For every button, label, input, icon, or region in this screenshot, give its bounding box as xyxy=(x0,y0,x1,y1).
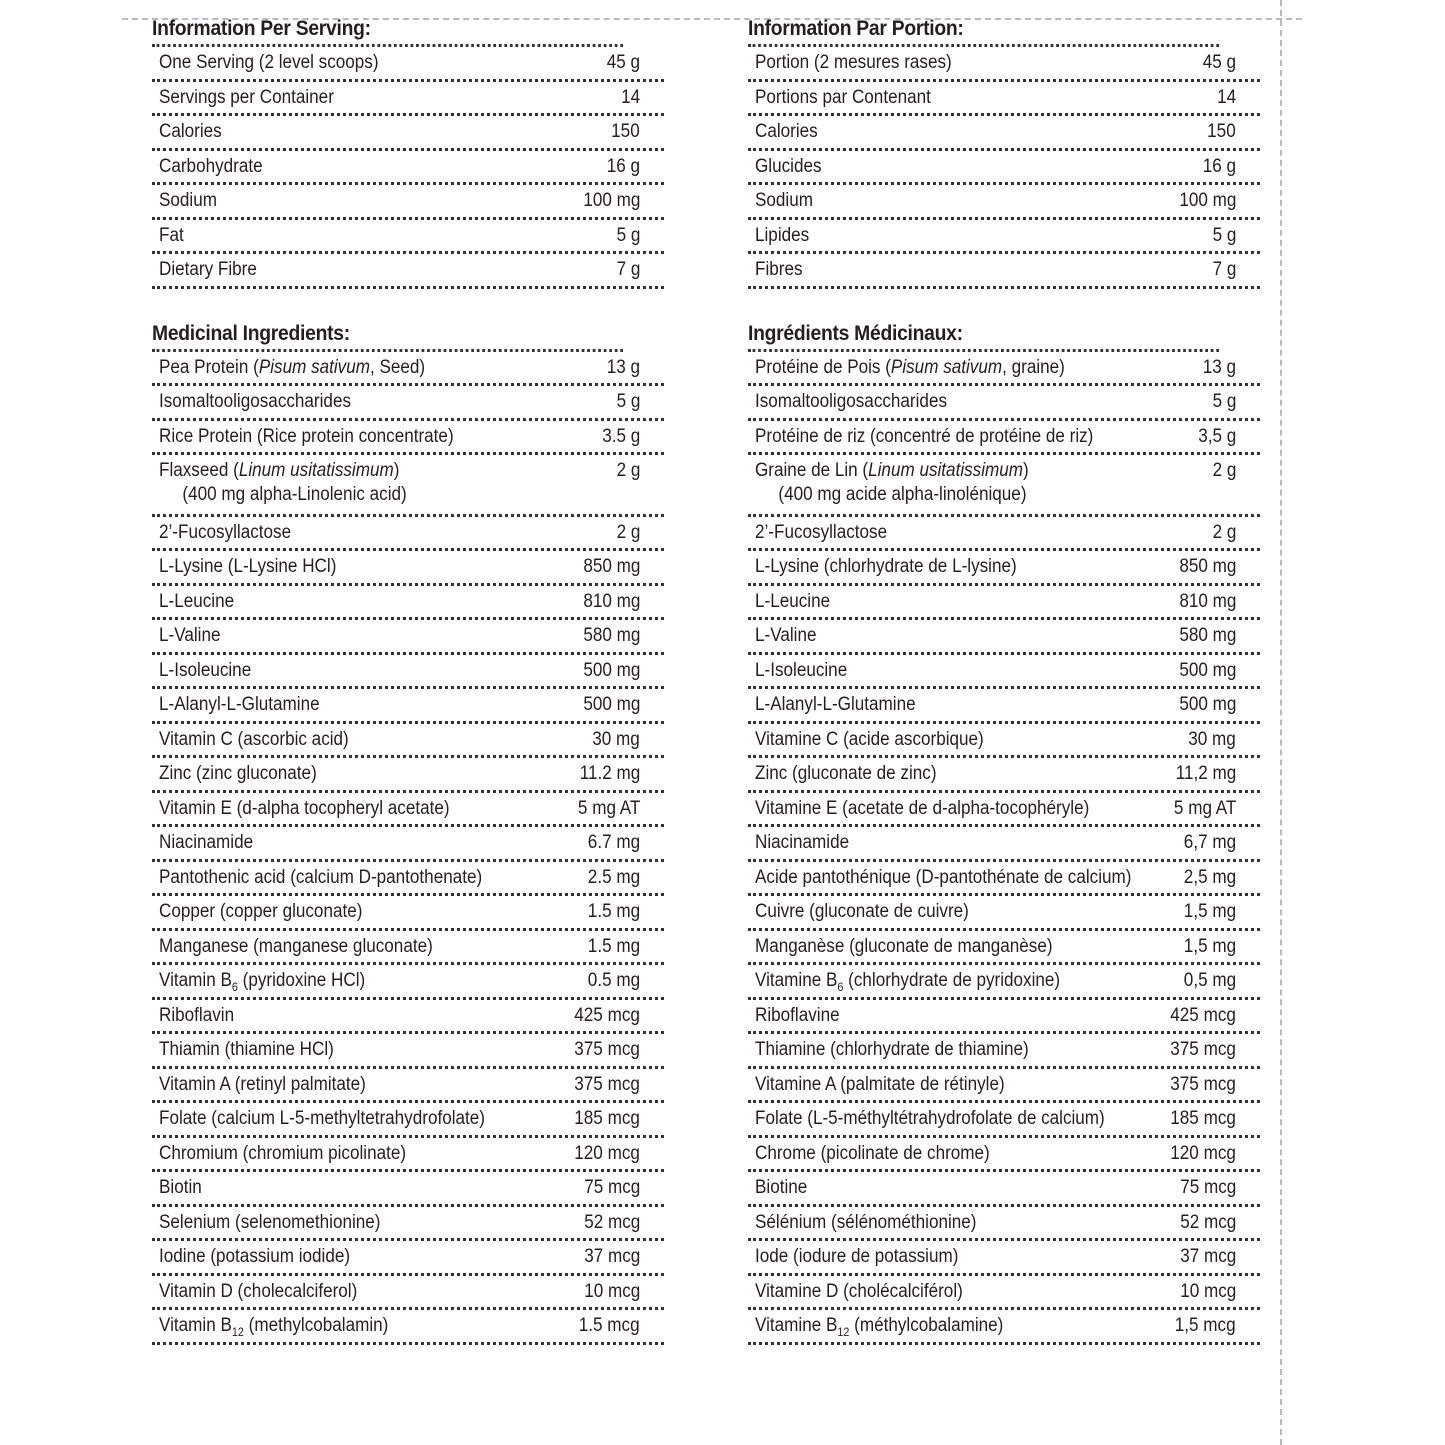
table-row xyxy=(152,1034,664,1069)
table-row xyxy=(152,352,664,387)
table-row xyxy=(748,517,1260,552)
ingredient-amount: 500 mg xyxy=(582,694,640,715)
ingredient-amount: 52 mcg xyxy=(1179,1211,1236,1233)
ingredient-name: L-Valine xyxy=(755,625,817,646)
ingredient-amount: 11.2 mg xyxy=(579,763,640,784)
name-text: Flaxseed ( xyxy=(159,460,239,481)
ingredient-name: Sodium xyxy=(755,190,813,211)
ingredient-amount: 7 g xyxy=(1212,259,1236,280)
ingredient-amount: 10 mcg xyxy=(583,1280,640,1302)
table-row xyxy=(748,655,1260,690)
ingredient-name: Vitamin E (d-alpha tocopheryl acetate) xyxy=(159,797,450,819)
name-text: (méthylcobalamine) xyxy=(849,1315,1004,1336)
ingredient-name: Servings per Container xyxy=(159,86,334,108)
ingredient-amount: 580 mg xyxy=(1178,625,1236,646)
latin-name: Pisum sativum xyxy=(890,356,1003,378)
ingredient-name: Niacinamide xyxy=(755,832,850,853)
ingredient-name: Dietary Fibre xyxy=(159,259,257,280)
table-row xyxy=(748,758,1260,793)
table-row xyxy=(748,1241,1260,1276)
table-row xyxy=(152,47,664,82)
table-row xyxy=(152,82,664,117)
table-row xyxy=(152,965,664,1000)
name-text: (methylcobalamin) xyxy=(243,1315,389,1336)
ingredient-amount: 2.5 mg xyxy=(587,866,640,888)
ingredient-amount: 6.7 mg xyxy=(587,832,640,853)
name-text: Vitamin B xyxy=(159,970,232,991)
ingredient-amount: 120 mcg xyxy=(1170,1142,1236,1164)
ingredient-amount: 45 g xyxy=(606,52,640,73)
table-row xyxy=(152,455,664,517)
ingredient-amount: 100 mg xyxy=(582,190,640,211)
ingredient-name: Zinc (zinc gluconate) xyxy=(159,763,317,784)
table-row xyxy=(152,1310,664,1345)
table-row xyxy=(748,586,1260,621)
ingredient-amount: 0.5 mg xyxy=(587,970,640,991)
ingredient-name: L-Valine xyxy=(159,625,221,646)
table-row xyxy=(152,931,664,966)
table-row xyxy=(748,82,1260,117)
table-row xyxy=(152,220,664,255)
name-text: , graine) xyxy=(1002,356,1065,378)
table-row xyxy=(748,47,1260,82)
table-row xyxy=(748,1103,1260,1138)
ingredient-note: (400 mg acide alpha-linolénique) xyxy=(778,484,1027,505)
ingredient-amount: 2 g xyxy=(616,460,640,481)
ingredient-amount: 7 g xyxy=(616,259,640,280)
ingredient-amount: 500 mg xyxy=(1178,694,1236,715)
serving-info-table xyxy=(152,47,664,289)
ingredient-name: Glucides xyxy=(755,155,822,177)
table-row xyxy=(748,1207,1260,1242)
ingredient-amount: 13 g xyxy=(606,356,640,378)
ingredient-name: Sodium xyxy=(159,190,217,211)
ingredient-name: Riboflavin xyxy=(159,1004,235,1026)
table-row xyxy=(748,1310,1260,1345)
ingredient-amount: 10 mcg xyxy=(1179,1280,1236,1302)
name-text: ) xyxy=(1023,460,1029,481)
ingredient-note: (400 mg alpha-Linolenic acid) xyxy=(182,484,407,505)
table-row xyxy=(152,689,664,724)
ingredient-name: Zinc (gluconate de zinc) xyxy=(755,763,937,784)
table-row xyxy=(152,1103,664,1138)
table-row xyxy=(152,151,664,186)
table-row xyxy=(748,185,1260,220)
name-text: , Seed) xyxy=(369,356,426,378)
ingredient-amount: 30 mg xyxy=(1188,728,1236,750)
ingredient-amount: 850 mg xyxy=(582,556,640,577)
table-row xyxy=(748,352,1260,387)
table-row xyxy=(748,1069,1260,1104)
ingredient-amount: 150 xyxy=(1207,121,1236,142)
ingredient-name: Iode (iodure de potassium) xyxy=(755,1246,959,1267)
ingredient-name: Chromium (chromium picolinate) xyxy=(159,1142,407,1164)
ingredient-amount: 37 mcg xyxy=(1179,1246,1236,1267)
table-row xyxy=(748,1276,1260,1311)
subscript: 6 xyxy=(231,979,238,994)
table-row xyxy=(152,421,664,456)
ingredient-amount: 14 xyxy=(1216,86,1236,108)
table-row xyxy=(748,116,1260,151)
ingredient-amount: 2 g xyxy=(1212,460,1236,481)
table-row xyxy=(748,1034,1260,1069)
ingredient-amount: 0,5 mg xyxy=(1183,970,1236,991)
table-row xyxy=(152,185,664,220)
ingredient-name xyxy=(159,459,407,507)
ingredient-name: Folate (L-5-méthyltétrahydrofolate de calcium) xyxy=(755,1108,1105,1129)
name-text: (chlorhydrate de pyridoxine) xyxy=(843,970,1061,991)
ingredient-name: Cuivre (gluconate de cuivre) xyxy=(755,901,969,922)
table-row xyxy=(152,254,664,289)
medicinal-ingredients-title: Medicinal Ingredients: xyxy=(152,319,623,352)
serving-info-title: Information Per Serving: xyxy=(152,14,623,47)
ingredient-amount: 1,5 mg xyxy=(1183,901,1236,922)
table-row xyxy=(152,862,664,897)
ingredient-name: Pantothenic acid (calcium D-pantothenate) xyxy=(159,866,483,888)
ingredient-name: Biotin xyxy=(159,1177,202,1198)
ingredient-name xyxy=(755,356,1065,380)
ingredient-name: Carbohydrate xyxy=(159,155,263,177)
table-row xyxy=(748,151,1260,186)
ingredient-name: Vitamine A (palmitate de rétinyle) xyxy=(755,1073,1005,1095)
ingredient-amount: 580 mg xyxy=(582,625,640,646)
ingredient-name: Calories xyxy=(755,121,818,142)
table-row xyxy=(152,1276,664,1311)
ingredient-name: 2’-Fucosyllactose xyxy=(755,521,888,543)
ingredient-name: Isomaltooligosaccharides xyxy=(159,391,352,412)
ingredient-amount: 75 mcg xyxy=(583,1177,640,1198)
ingredient-name: L-Lysine (chlorhydrate de L-lysine) xyxy=(755,556,1017,577)
ingredient-amount: 1.5 mg xyxy=(587,935,640,957)
ingredient-amount: 850 mg xyxy=(1178,556,1236,577)
table-row xyxy=(152,517,664,552)
ingredient-name: Thiamine (chlorhydrate de thiamine) xyxy=(755,1039,1029,1060)
subscript: 12 xyxy=(231,1324,244,1339)
ingredient-amount: 375 mcg xyxy=(1170,1073,1236,1095)
name-text: Pea Protein ( xyxy=(159,356,259,378)
ingredient-amount: 1,5 mcg xyxy=(1175,1315,1236,1336)
table-row xyxy=(748,689,1260,724)
ingredient-amount: 1.5 mg xyxy=(587,901,640,922)
table-row xyxy=(748,1138,1260,1173)
ingredient-name xyxy=(159,1314,388,1344)
name-text: Vitamin B xyxy=(159,1315,232,1336)
table-row xyxy=(748,793,1260,828)
ingredient-name: Thiamin (thiamine HCl) xyxy=(159,1039,334,1060)
ingredient-name xyxy=(755,459,1029,507)
ingredient-name: Iodine (potassium iodide) xyxy=(159,1246,351,1267)
table-row xyxy=(152,758,664,793)
ingredient-amount: 11,2 mg xyxy=(1175,763,1236,784)
ingredient-amount: 5 mg AT xyxy=(1173,797,1236,819)
table-row xyxy=(748,896,1260,931)
ingredient-name xyxy=(159,356,425,380)
ingredient-name: Vitamine E (acetate de d-alpha-tocophéryle) xyxy=(755,797,1090,819)
ingredient-amount: 16 g xyxy=(1202,155,1236,177)
table-row xyxy=(748,386,1260,421)
ingredient-name: 2’-Fucosyllactose xyxy=(159,521,292,543)
ingredient-amount: 375 mcg xyxy=(1170,1039,1236,1060)
ingredient-amount: 2 g xyxy=(616,521,640,543)
ingredient-amount: 5 mg AT xyxy=(577,797,640,819)
table-row xyxy=(748,421,1260,456)
ingredient-amount: 37 mcg xyxy=(583,1246,640,1267)
ingredient-name: Fibres xyxy=(755,259,803,280)
ingredient-amount: 5 g xyxy=(1212,391,1236,412)
ingredient-name: Vitamine C (acide ascorbique) xyxy=(755,728,984,750)
ingredient-amount: 185 mcg xyxy=(1170,1108,1236,1129)
table-row xyxy=(152,655,664,690)
ingredient-amount: 150 xyxy=(611,121,640,142)
table-row xyxy=(152,724,664,759)
ingredient-amount: 375 mcg xyxy=(574,1039,640,1060)
ingredient-amount: 3.5 g xyxy=(601,425,640,447)
subscript: 12 xyxy=(837,1324,850,1339)
table-row xyxy=(748,220,1260,255)
ingredient-amount: 1,5 mg xyxy=(1183,935,1236,957)
ingredient-name: Lipides xyxy=(755,224,810,246)
french-column xyxy=(748,14,1260,1345)
table-row xyxy=(152,1138,664,1173)
table-row xyxy=(152,827,664,862)
ingredient-amount: 425 mcg xyxy=(1170,1004,1236,1026)
table-row xyxy=(748,620,1260,655)
table-row xyxy=(748,862,1260,897)
table-row xyxy=(152,620,664,655)
ingredient-name: L-Alanyl-L-Glutamine xyxy=(755,694,916,715)
ingredient-amount: 16 g xyxy=(606,155,640,177)
ingredient-name: L-Lysine (L-Lysine HCl) xyxy=(159,556,337,577)
table-row xyxy=(152,551,664,586)
ingredient-amount: 500 mg xyxy=(1178,659,1236,681)
ingredient-amount: 45 g xyxy=(1202,52,1236,73)
ingredient-name: Biotine xyxy=(755,1177,808,1198)
ingredient-amount: 30 mg xyxy=(592,728,640,750)
ingredient-name: L-Isoleucine xyxy=(159,659,252,681)
ingredient-name: Riboflavine xyxy=(755,1004,840,1026)
ingredient-amount: 5 g xyxy=(616,391,640,412)
table-row xyxy=(152,386,664,421)
ingredient-name: Isomaltooligosaccharides xyxy=(755,391,948,412)
table-row xyxy=(748,551,1260,586)
ingredient-name: Copper (copper gluconate) xyxy=(159,901,363,922)
serving-info-title: Information Par Portion: xyxy=(748,14,1219,47)
table-row xyxy=(152,1069,664,1104)
ingredient-amount: 5 g xyxy=(1212,224,1236,246)
table-row xyxy=(748,455,1260,517)
ingredient-amount: 6,7 mg xyxy=(1183,832,1236,853)
serving-info-table xyxy=(748,47,1260,289)
cut-line-vertical xyxy=(1280,0,1282,1445)
ingredient-name: Selenium (selenomethionine) xyxy=(159,1211,381,1233)
table-row xyxy=(152,1207,664,1242)
ingredient-name: Vitamine D (cholécalciférol) xyxy=(755,1280,963,1302)
ingredient-amount: 120 mcg xyxy=(574,1142,640,1164)
ingredient-name: Portions par Contenant xyxy=(755,86,931,108)
ingredient-amount: 100 mg xyxy=(1178,190,1236,211)
ingredient-amount: 810 mg xyxy=(582,590,640,612)
ingredient-name xyxy=(755,1314,1003,1344)
latin-name: Linum usitatissimum xyxy=(238,460,394,481)
ingredient-name: Fat xyxy=(159,224,184,246)
medicinal-ingredients-table xyxy=(152,352,664,1345)
ingredient-amount: 3,5 g xyxy=(1197,425,1236,447)
latin-name: Linum usitatissimum xyxy=(868,460,1024,481)
ingredient-amount: 185 mcg xyxy=(574,1108,640,1129)
ingredient-name: Folate (calcium L-5-methyltetrahydrofolate) xyxy=(159,1108,485,1129)
medicinal-ingredients-table xyxy=(748,352,1260,1345)
ingredient-name: Protéine de riz (concentré de protéine de riz) xyxy=(755,425,1094,447)
ingredient-name: Acide pantothénique (D-pantothénate de calcium) xyxy=(755,866,1132,888)
table-row xyxy=(748,931,1260,966)
ingredient-name: L-Alanyl-L-Glutamine xyxy=(159,694,320,715)
table-row xyxy=(152,586,664,621)
ingredient-amount: 5 g xyxy=(616,224,640,246)
name-text: Graine de Lin ( xyxy=(755,460,869,481)
ingredient-name: Portion (2 mesures rases) xyxy=(755,52,952,73)
table-row xyxy=(152,896,664,931)
ingredient-name: L-Leucine xyxy=(159,590,235,612)
ingredient-amount: 2,5 mg xyxy=(1183,866,1236,888)
table-row xyxy=(152,1172,664,1207)
name-text: Protéine de Pois ( xyxy=(755,356,891,378)
ingredient-name: Rice Protein (Rice protein concentrate) xyxy=(159,425,454,447)
ingredient-amount: 13 g xyxy=(1202,356,1236,378)
ingredient-name: Vitamin D (cholecalciferol) xyxy=(159,1280,358,1302)
table-row xyxy=(748,827,1260,862)
table-row xyxy=(748,1000,1260,1035)
ingredient-amount: 1.5 mcg xyxy=(579,1315,640,1336)
table-row xyxy=(152,1000,664,1035)
ingredient-name: Manganèse (gluconate de manganèse) xyxy=(755,935,1053,957)
ingredient-name: Vitamin A (retinyl palmitate) xyxy=(159,1073,366,1095)
table-row xyxy=(152,793,664,828)
name-text: ) xyxy=(393,460,400,481)
subscript: 6 xyxy=(837,979,844,994)
medicinal-ingredients-title: Ingrédients Médicinaux: xyxy=(748,319,1219,352)
table-row xyxy=(152,1241,664,1276)
ingredient-name: Niacinamide xyxy=(159,832,254,853)
table-row xyxy=(152,116,664,151)
table-row xyxy=(748,254,1260,289)
ingredient-amount: 52 mcg xyxy=(583,1211,640,1233)
ingredient-name: Manganese (manganese gluconate) xyxy=(159,935,433,957)
ingredient-name: One Serving (2 level scoops) xyxy=(159,52,379,73)
ingredient-amount: 75 mcg xyxy=(1179,1177,1236,1198)
ingredient-name xyxy=(755,969,1060,999)
ingredient-amount: 375 mcg xyxy=(574,1073,640,1095)
name-text: Vitamine B xyxy=(755,970,838,991)
table-row xyxy=(748,1172,1260,1207)
ingredient-name: Vitamin C (ascorbic acid) xyxy=(159,728,349,750)
ingredient-amount: 425 mcg xyxy=(574,1004,640,1026)
ingredient-name: L-Leucine xyxy=(755,590,831,612)
ingredient-amount: 14 xyxy=(620,86,640,108)
table-row xyxy=(748,724,1260,759)
ingredient-amount: 810 mg xyxy=(1178,590,1236,612)
english-column xyxy=(152,14,664,1345)
ingredient-name: Sélénium (sélénométhionine) xyxy=(755,1211,977,1233)
ingredient-name xyxy=(159,969,365,999)
table-row xyxy=(748,965,1260,1000)
ingredient-name: L-Isoleucine xyxy=(755,659,848,681)
ingredient-name: Calories xyxy=(159,121,222,142)
latin-name: Pisum sativum xyxy=(258,356,370,378)
ingredient-amount: 500 mg xyxy=(582,659,640,681)
ingredient-amount: 2 g xyxy=(1212,521,1236,543)
name-text: (pyridoxine HCl) xyxy=(237,970,366,991)
ingredient-name: Chrome (picolinate de chrome) xyxy=(755,1142,990,1164)
name-text: Vitamine B xyxy=(755,1315,838,1336)
